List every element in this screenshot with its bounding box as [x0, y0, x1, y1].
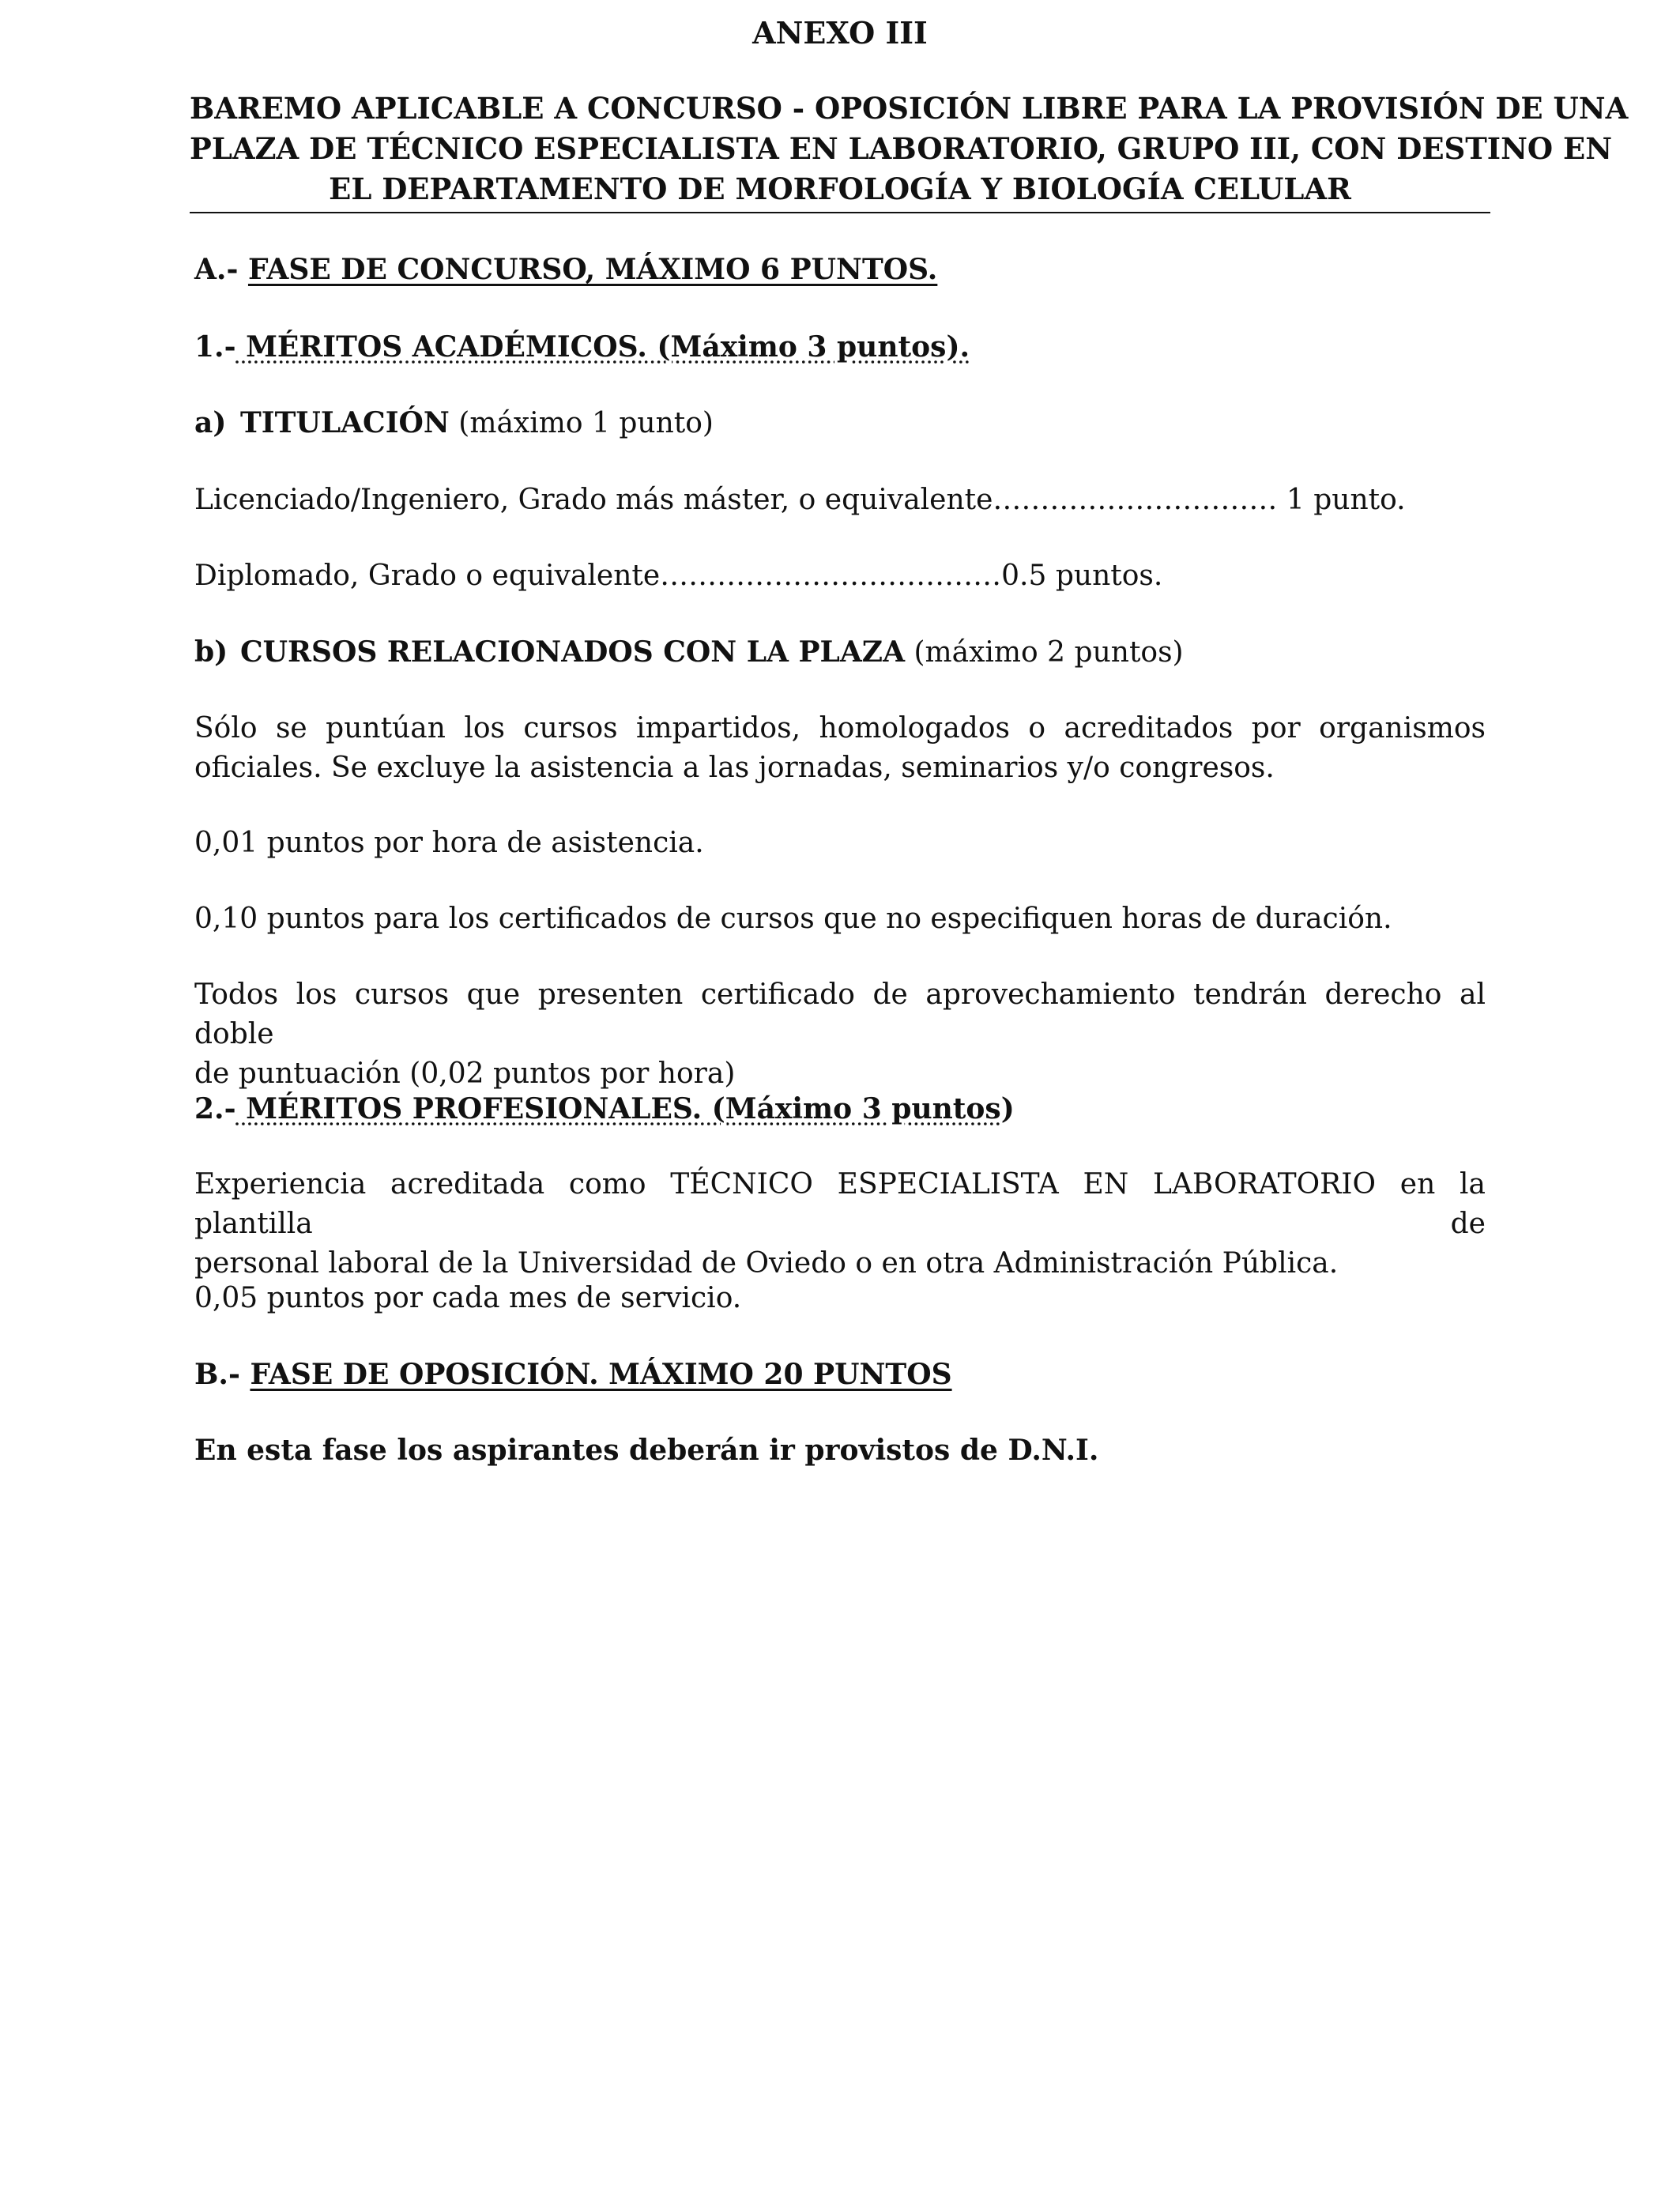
section-a-prefix: A.-: [194, 253, 248, 286]
document-title: [190, 89, 1629, 209]
item-b-label: b): [194, 635, 228, 669]
section-b-title: FASE DE OPOSICIÓN. MÁXIMO 20 PUNTOS: [250, 1358, 952, 1391]
academic-merits-heading: [194, 327, 970, 367]
item-b-title: CURSOS RELACIONADOS CON LA PLAZA: [240, 635, 906, 669]
courses-paragraph: [194, 709, 1486, 788]
degree-line-diploma: Diplomado, Grado o equivalente………………………………0.5 puntos.: [194, 560, 1163, 592]
degree-line-graduate: Licenciado/Ingeniero, Grado más máster, o equivalente………………………… 1 punto.: [194, 484, 1406, 516]
section-b-heading: [194, 1355, 952, 1394]
title-line: EL DEPARTAMENTO DE MORFOLOGÍA Y BIOLOGÍA CELULAR: [329, 172, 1351, 206]
final-note: En esta fase los aspirantes deberán ir provistos de D.N.I.: [194, 1434, 1099, 1467]
title-line: PLAZA DE TÉCNICO ESPECIALISTA EN LABORATORIO, GRUPO III, CON DESTINO EN: [190, 131, 1613, 166]
paragraph-line: Todos los cursos que presenten certificado de aprovechamiento tendrán derecho al doble: [194, 978, 1486, 1050]
item-a-title: TITULACIÓN: [240, 406, 450, 439]
section-a-title: FASE DE CONCURSO, MÁXIMO 6 PUNTOS.: [247, 253, 938, 286]
item-a-note: (máximo 1 punto): [449, 407, 714, 439]
title-divider: [190, 212, 1490, 213]
item-b-heading: [194, 632, 1184, 673]
section-a-heading: [194, 250, 937, 289]
paragraph-line: Sólo se puntúan los cursos impartidos, homologados o acreditados por organismos: [194, 712, 1486, 745]
item-a-heading: [194, 403, 714, 443]
double-score-paragraph: [194, 975, 1486, 1094]
item-b-note: (máximo 2 puntos): [905, 636, 1184, 669]
title-line: BAREMO APLICABLE A CONCURSO - OPOSICIÓN LIBRE PARA LA PROVISIÓN DE UNA: [190, 91, 1629, 126]
professional-merits-title: MÉRITOS PROFESIONALES. (Máximo 3 puntos: [235, 1092, 1001, 1125]
experience-paragraph: [194, 1165, 1486, 1284]
points-no-hours: 0,10 puntos para los certificados de cursos que no especifiquen horas de duración.: [194, 903, 1392, 935]
section-b-prefix: B.-: [194, 1358, 250, 1391]
academic-merits-prefix: 1.-: [194, 330, 236, 364]
paragraph-line: de puntuación (0,02 puntos por hora): [194, 1057, 736, 1090]
paragraph-line: Experiencia acreditada como TÉCNICO ESPECIALISTA EN LABORATORIO en la plantilla de: [194, 1168, 1486, 1240]
professional-merits-prefix: 2.-: [194, 1092, 236, 1125]
item-a-label: a): [194, 406, 227, 439]
points-per-month: 0,05 puntos por cada mes de servicio.: [194, 1282, 742, 1314]
professional-merits-heading: [194, 1089, 1015, 1129]
academic-merits-title: MÉRITOS ACADÉMICOS. (Máximo 3 puntos).: [235, 330, 970, 364]
points-per-hour: 0,01 puntos por hora de asistencia.: [194, 827, 704, 859]
annex-heading: ANEXO III: [752, 15, 928, 51]
paragraph-line: personal laboral de la Universidad de Oviedo o en otra Administración Pública.: [194, 1247, 1339, 1280]
professional-merits-suffix: ): [1000, 1092, 1015, 1125]
paragraph-line: oficiales. Se excluye la asistencia a las jornadas, seminarios y/o congresos.: [194, 752, 1275, 784]
